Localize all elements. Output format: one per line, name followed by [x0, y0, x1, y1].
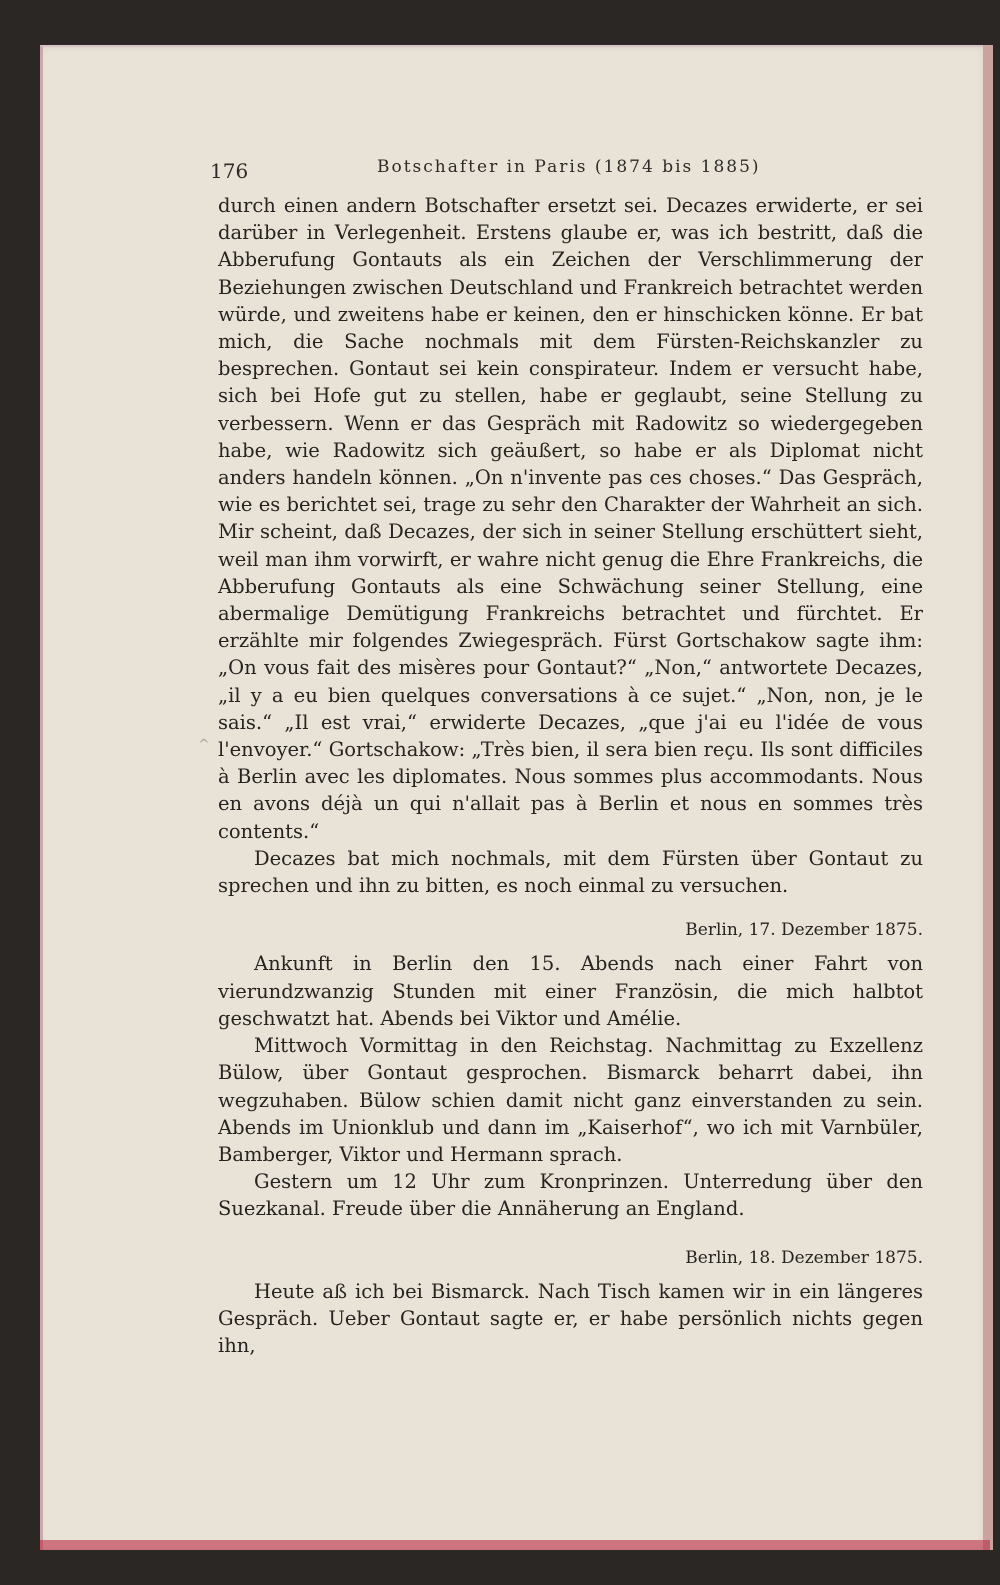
paragraph: Heute aß ich bei Bismarck. Nach Tisch kamen wir in ein längeres Gespräch. Ueber Gontaut sagte er, er habe persönlich nichts gegen ihn, [218, 1279, 923, 1358]
page-number: 176 [210, 159, 249, 183]
running-header [210, 155, 930, 183]
page-right-edge [983, 45, 993, 1550]
page-bottom-edge [40, 1540, 990, 1550]
paragraph: Decazes bat mich nochmals, mit dem Fürsten über Gontaut zu sprechen und ihn zu bitten, es noch einmal zu versuchen. [218, 846, 923, 898]
margin-mark: ^ [198, 737, 210, 753]
dateline: Berlin, 18. Dezember 1875. [685, 1247, 923, 1268]
page-body [218, 192, 923, 1359]
running-title: Botschafter in Paris (1874 bis 1885) [377, 157, 761, 177]
dateline: Berlin, 17. Dezember 1875. [685, 920, 923, 941]
paragraph: durch einen andern Botschafter ersetzt sei. Decazes erwiderte, er sei darüber in Verlegenheit. Erstens glaube er, was ich bestritt, daß die Abberufung Gontauts als ein Zeichen der Verschlimmerung der Beziehungen zwischen Deutschland und Frankreich betrachtet werden würde, und zweitens habe er keinen, den er hinschicken könne. Er bat mich, die Sache nochmals mit dem Fürsten-Reichskanzler zu besprechen. Gontaut sei kein conspirateur. Indem er versucht habe, sich bei Hofe gut zu stellen, habe er geglaubt, seine Stellung zu verbessern. Wenn er das Gespräch mit Radowitz so wiedergegeben habe, wie Radowitz sich geäußert, so habe er als Diplomat nicht anders handeln können. „On n'invente pas ces choses.“ Das Gespräch, wie es berichtet sei, trage zu sehr den Charakter der Wahrheit an sich. Mir scheint, daß Decazes, der sich in seiner Stellung erschüttert sieht, weil man ihm vorwirft, er wahre nicht genug die Ehre Frankreichs, die Abberufung Gontauts als eine Schwächung seiner Stellung, eine abermalige Demütigung Frankreichs betrachtet und fürchtet. Er erzählte mir folgendes Zwiegespräch. Fürst Gortschakow sagte ihm: „On vous fait des misères pour Gontaut?“ „Non,“ antwortete Decazes, „il y a eu bien quelques conversations à ce sujet.“ „Non, non, je le sais.“ „Il est vrai,“ erwiderte Decazes, „que j'ai eu l'idée de vous l'envoyer.“ Gortschakow: „Très bien, il sera bien reçu. Ils sont difficiles à Berlin avec les diplomates. Nous sommes plus accommodants. Nous en avons déjà un qui n'allait pas à Berlin et nous en sommes très contents.“ [218, 194, 923, 843]
paragraph: Gestern um 12 Uhr zum Kronprinzen. Unterredung über den Suezkanal. Freude über die Annäherung an England. [218, 1170, 923, 1221]
paragraph: Mittwoch Vormittag in den Reichstag. Nachmittag zu Exzellenz Bülow, über Gontaut gesprochen. Bismarck beharrt dabei, ihn wegzuhaben. Bülow schien damit nicht ganz einverstanden zu sein. Abends im Unionklub und dann im „Kaiserhof“, wo ich mit Varnbüler, Bamberger, Viktor und Hermann sprach. [218, 1034, 923, 1166]
paragraph: Ankunft in Berlin den 15. Abends nach einer Fahrt von vierundzwanzig Stunden mit einer Französin, die mich halbtot geschwatzt hat. Abends bei Viktor und Amélie. [218, 952, 923, 1030]
